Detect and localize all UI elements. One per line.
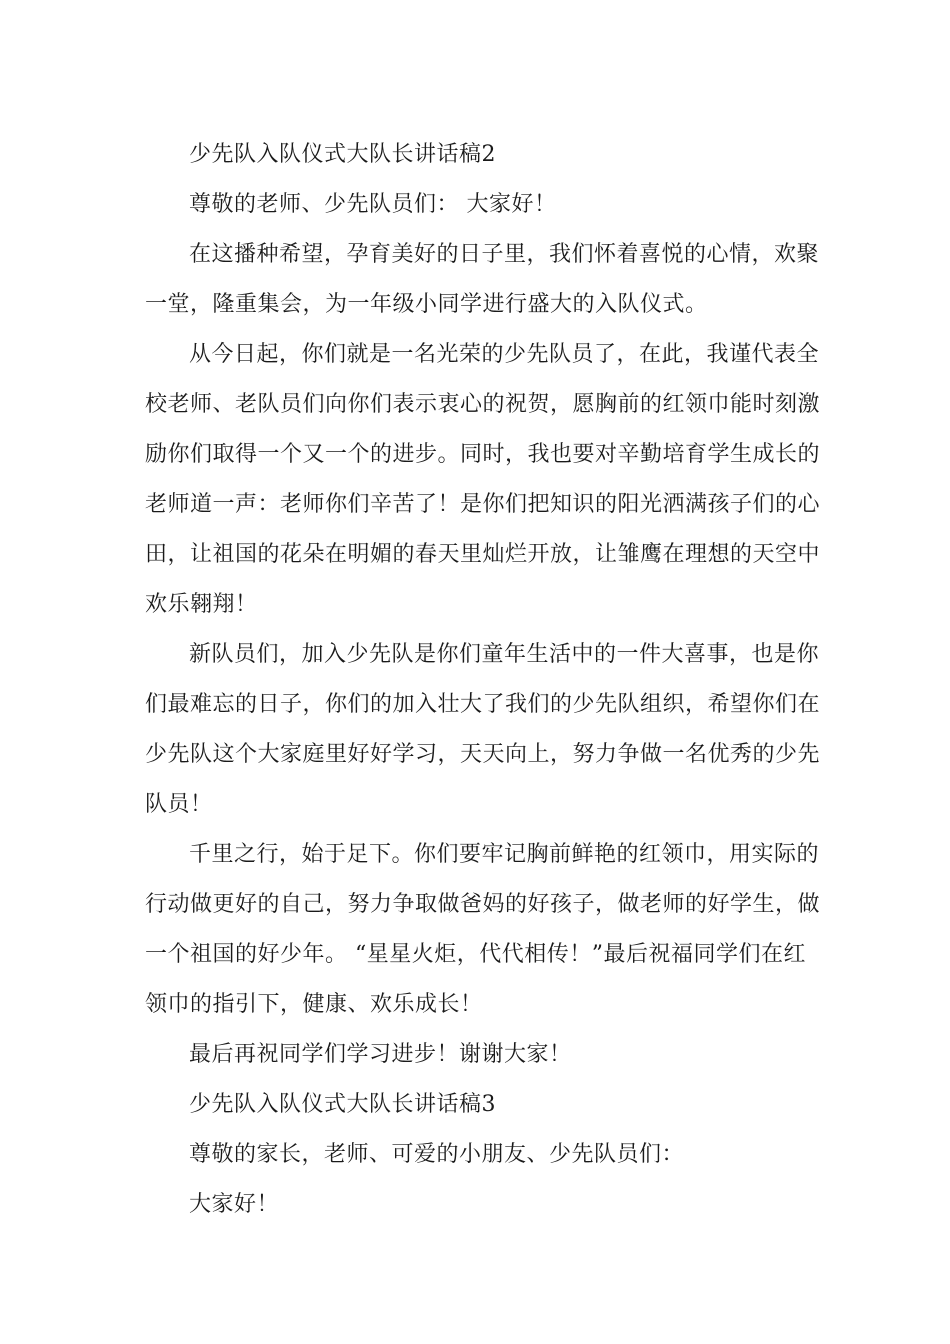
paragraph: 新队员们，加入少先队是你们童年生活中的一件大喜事，也是你们最难忘的日子，你们的加入壮大了我们的少先队组织，希望你们在少先队这个大家庭里好好学习，天天向上，努力争做一名优秀的少先队员！ [145,642,821,817]
salutation: 尊敬的家长，老师、可爱的小朋友、少先队员们： [189,1142,685,1167]
paragraph: 在这播种希望，孕育美好的日子里，我们怀着喜悦的心情，欢聚一堂，隆重集会，为一年级小同学进行盛大的入队仪式。 [145,242,820,317]
greeting: 大家好！ [189,1192,280,1217]
closing-line: 最后再祝同学们学习进步！谢谢大家！ [189,1042,572,1067]
paragraph: 从今日起，你们就是一名光荣的少先队员了，在此，我谨代表全校老师、老队员们向你们表示衷心的祝贺，愿胸前的红领巾能时刻激励你们取得一个又一个的进步。同时，我也要对辛勤培育学生成长的老师道一声：老师你们辛苦了！是你们把知识的阳光洒满孩子们的心田，让祖国的花朵在明媚的春天里灿烂开放，让雏鹰在理想的天空中欢乐翱翔！ [145,342,821,617]
section-title: 少先队入队仪式大队长讲话稿2 [189,142,496,167]
document-body [145,130,825,1230]
paragraph: 千里之行，始于足下。你们要牢记胸前鲜艳的红领巾，用实际的行动做更好的自己，努力争取做爸妈的好孩子，做老师的好学生，做一个祖国的好少年。 “星星火炬，代代相传！”最后祝福同学们在红领巾的指引下，健康、欢乐成长！ [145,842,821,1017]
salutation: 尊敬的老师、少先队员们： 大家好！ [189,192,557,217]
section-title: 少先队入队仪式大队长讲话稿3 [189,1092,496,1117]
